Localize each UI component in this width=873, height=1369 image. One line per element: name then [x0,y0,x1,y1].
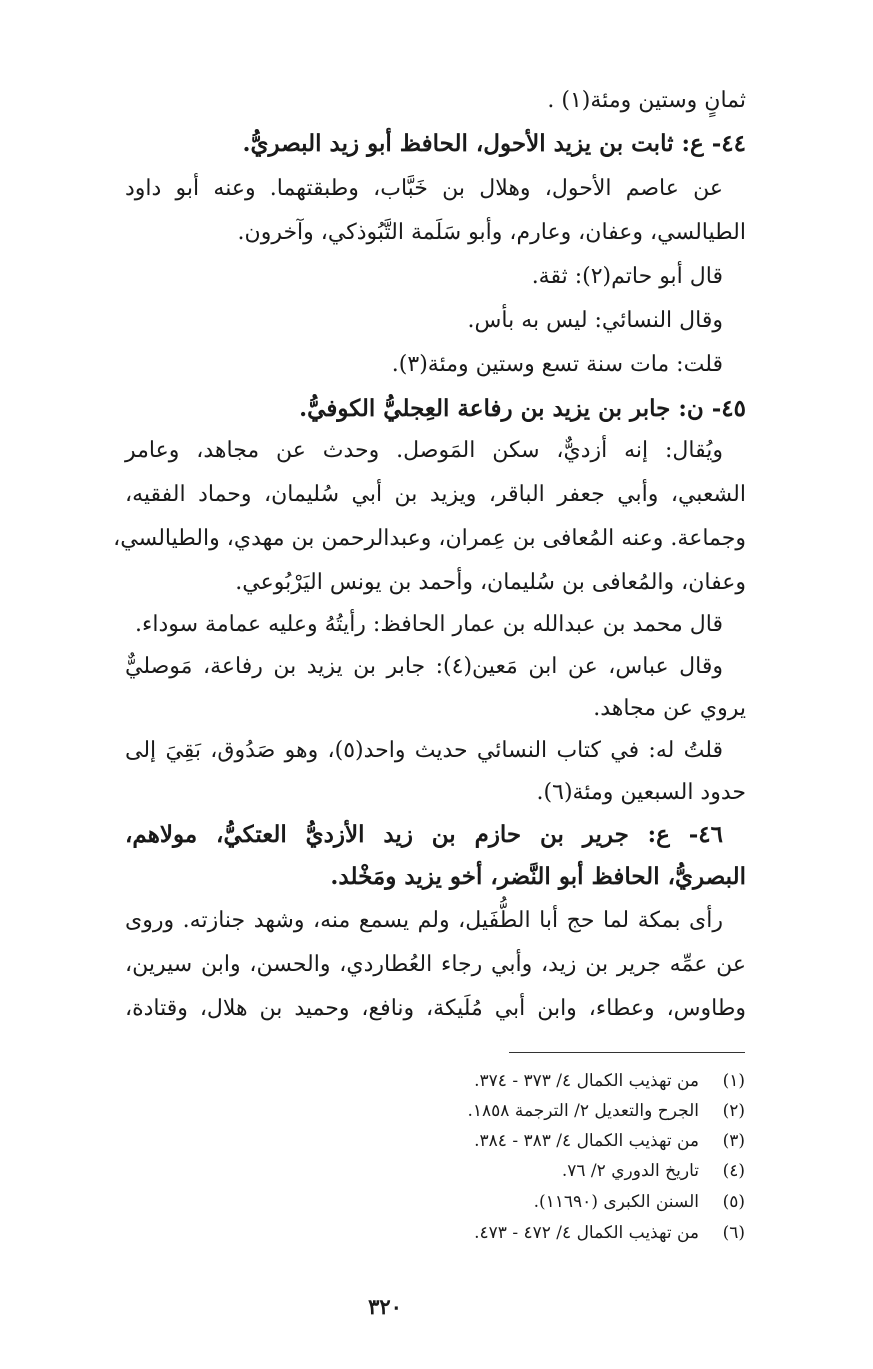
footnote-number: (٥) [722,1192,745,1212]
body-line: ثمانٍ وستين ومئة(١) . [547,88,746,113]
body-line: وعفان، والمُعافى بن سُليمان، وأحمد بن يونس اليَرْبُوعي. [235,570,746,595]
body-line: وقال النسائي: ليس به بأس. [467,308,723,333]
footnote [562,1160,745,1182]
body-line: ويُقال: إنه أزديٌّ، سكن المَوصل. وحدث عن مجاهد، وعامر [125,438,723,463]
footnote [474,1070,745,1092]
body-line: عن عمِّه جرير بن زيد، وأبي رجاء العُطاردي، والحسن، وابن سيرين، [125,952,746,977]
entry-heading-46: ٤٦- ع: جرير بن حازم بن زيد الأزديُّ العتكيُّ، مولاهم، [125,821,723,848]
body-line: الشعبي، وأبي جعفر الباقر، ويزيد بن أبي سُليمان، وحماد الفقيه، [125,482,746,507]
entry-heading-46-cont: البصريُّ، الحافظ أبو النَّضر، أخو يزيد ومَخْلد. [330,863,746,890]
body-line: قال أبو حاتم(٢): ثقة. [531,264,723,289]
footnote-text: من تهذيب الكمال ٤/ ٤٧٢ - ٤٧٣. [474,1223,699,1243]
body-line: الطيالسي، وعفان، وعارم، وأبو سَلَمة التَّبُوذكي، وآخرون. [237,220,746,245]
footnote-number: (٢) [722,1101,745,1121]
footnote [474,1130,745,1152]
footnote-number: (٤) [722,1161,745,1181]
footnote [534,1191,745,1213]
footnote-text: من تهذيب الكمال ٤/ ٣٧٣ - ٣٧٤. [474,1071,699,1091]
body-line: قلتُ له: في كتاب النسائي حديث واحد(٥)، وهو صَدُوق، بَقِيَ إلى [125,738,724,763]
footnote-text: تاريخ الدوري ٢/ ٧٦. [561,1161,699,1181]
body-line: وقال عباس، عن ابن مَعين(٤): جابر بن يزيد بن رفاعة، مَوصليٌّ [125,654,723,679]
body-line: وطاوس، وعطاء، وابن أبي مُلَيكة، ونافع، وحميد بن هلال، وقتادة، [125,996,746,1021]
body-line: قلت: مات سنة تسع وستين ومئة(٣). [391,352,723,377]
footnote-text: السنن الكبرى (١١٦٩٠). [533,1192,699,1212]
body-line: عن عاصم الأحول، وهلال بن خَبَّاب، وطبقتهما. وعنه أبو داود [125,176,723,201]
footnote-number: (٦) [722,1223,745,1243]
entry-heading-45: ٤٥- ن: جابر بن يزيد بن رفاعة العِجليُّ الكوفيُّ. [299,395,746,422]
footnote [468,1100,746,1122]
body-line: يروي عن مجاهد. [593,696,746,721]
footnote-text: الجرح والتعديل ٢/ الترجمة ١٨٥٨. [467,1101,699,1121]
body-line: رأى بمكة لما حج أبا الطُّفَيل، ولم يسمع منه، وشهد جنازته. وروى [125,908,723,933]
footnote-text: من تهذيب الكمال ٤/ ٣٨٣ - ٣٨٤. [474,1131,699,1151]
footnote-number: (٣) [722,1131,745,1151]
body-line: حدود السبعين ومئة(٦). [536,780,746,805]
body-line: وجماعة. وعنه المُعافى بن عِمران، وعبدالرحمن بن مهدي، والطيالسي، [113,526,746,551]
body-line: قال محمد بن عبدالله بن عمار الحافظ: رأيتُهُ وعليه عمامة سوداء. [135,612,723,637]
entry-heading-44: ٤٤- ع: ثابت بن يزيد الأحول، الحافظ أبو زيد البصريُّ. [242,130,746,157]
page-number: ٣٢٠ [368,1294,402,1319]
footnote-number: (١) [722,1071,745,1091]
footnote [474,1222,745,1244]
footnote-separator [509,1052,745,1053]
